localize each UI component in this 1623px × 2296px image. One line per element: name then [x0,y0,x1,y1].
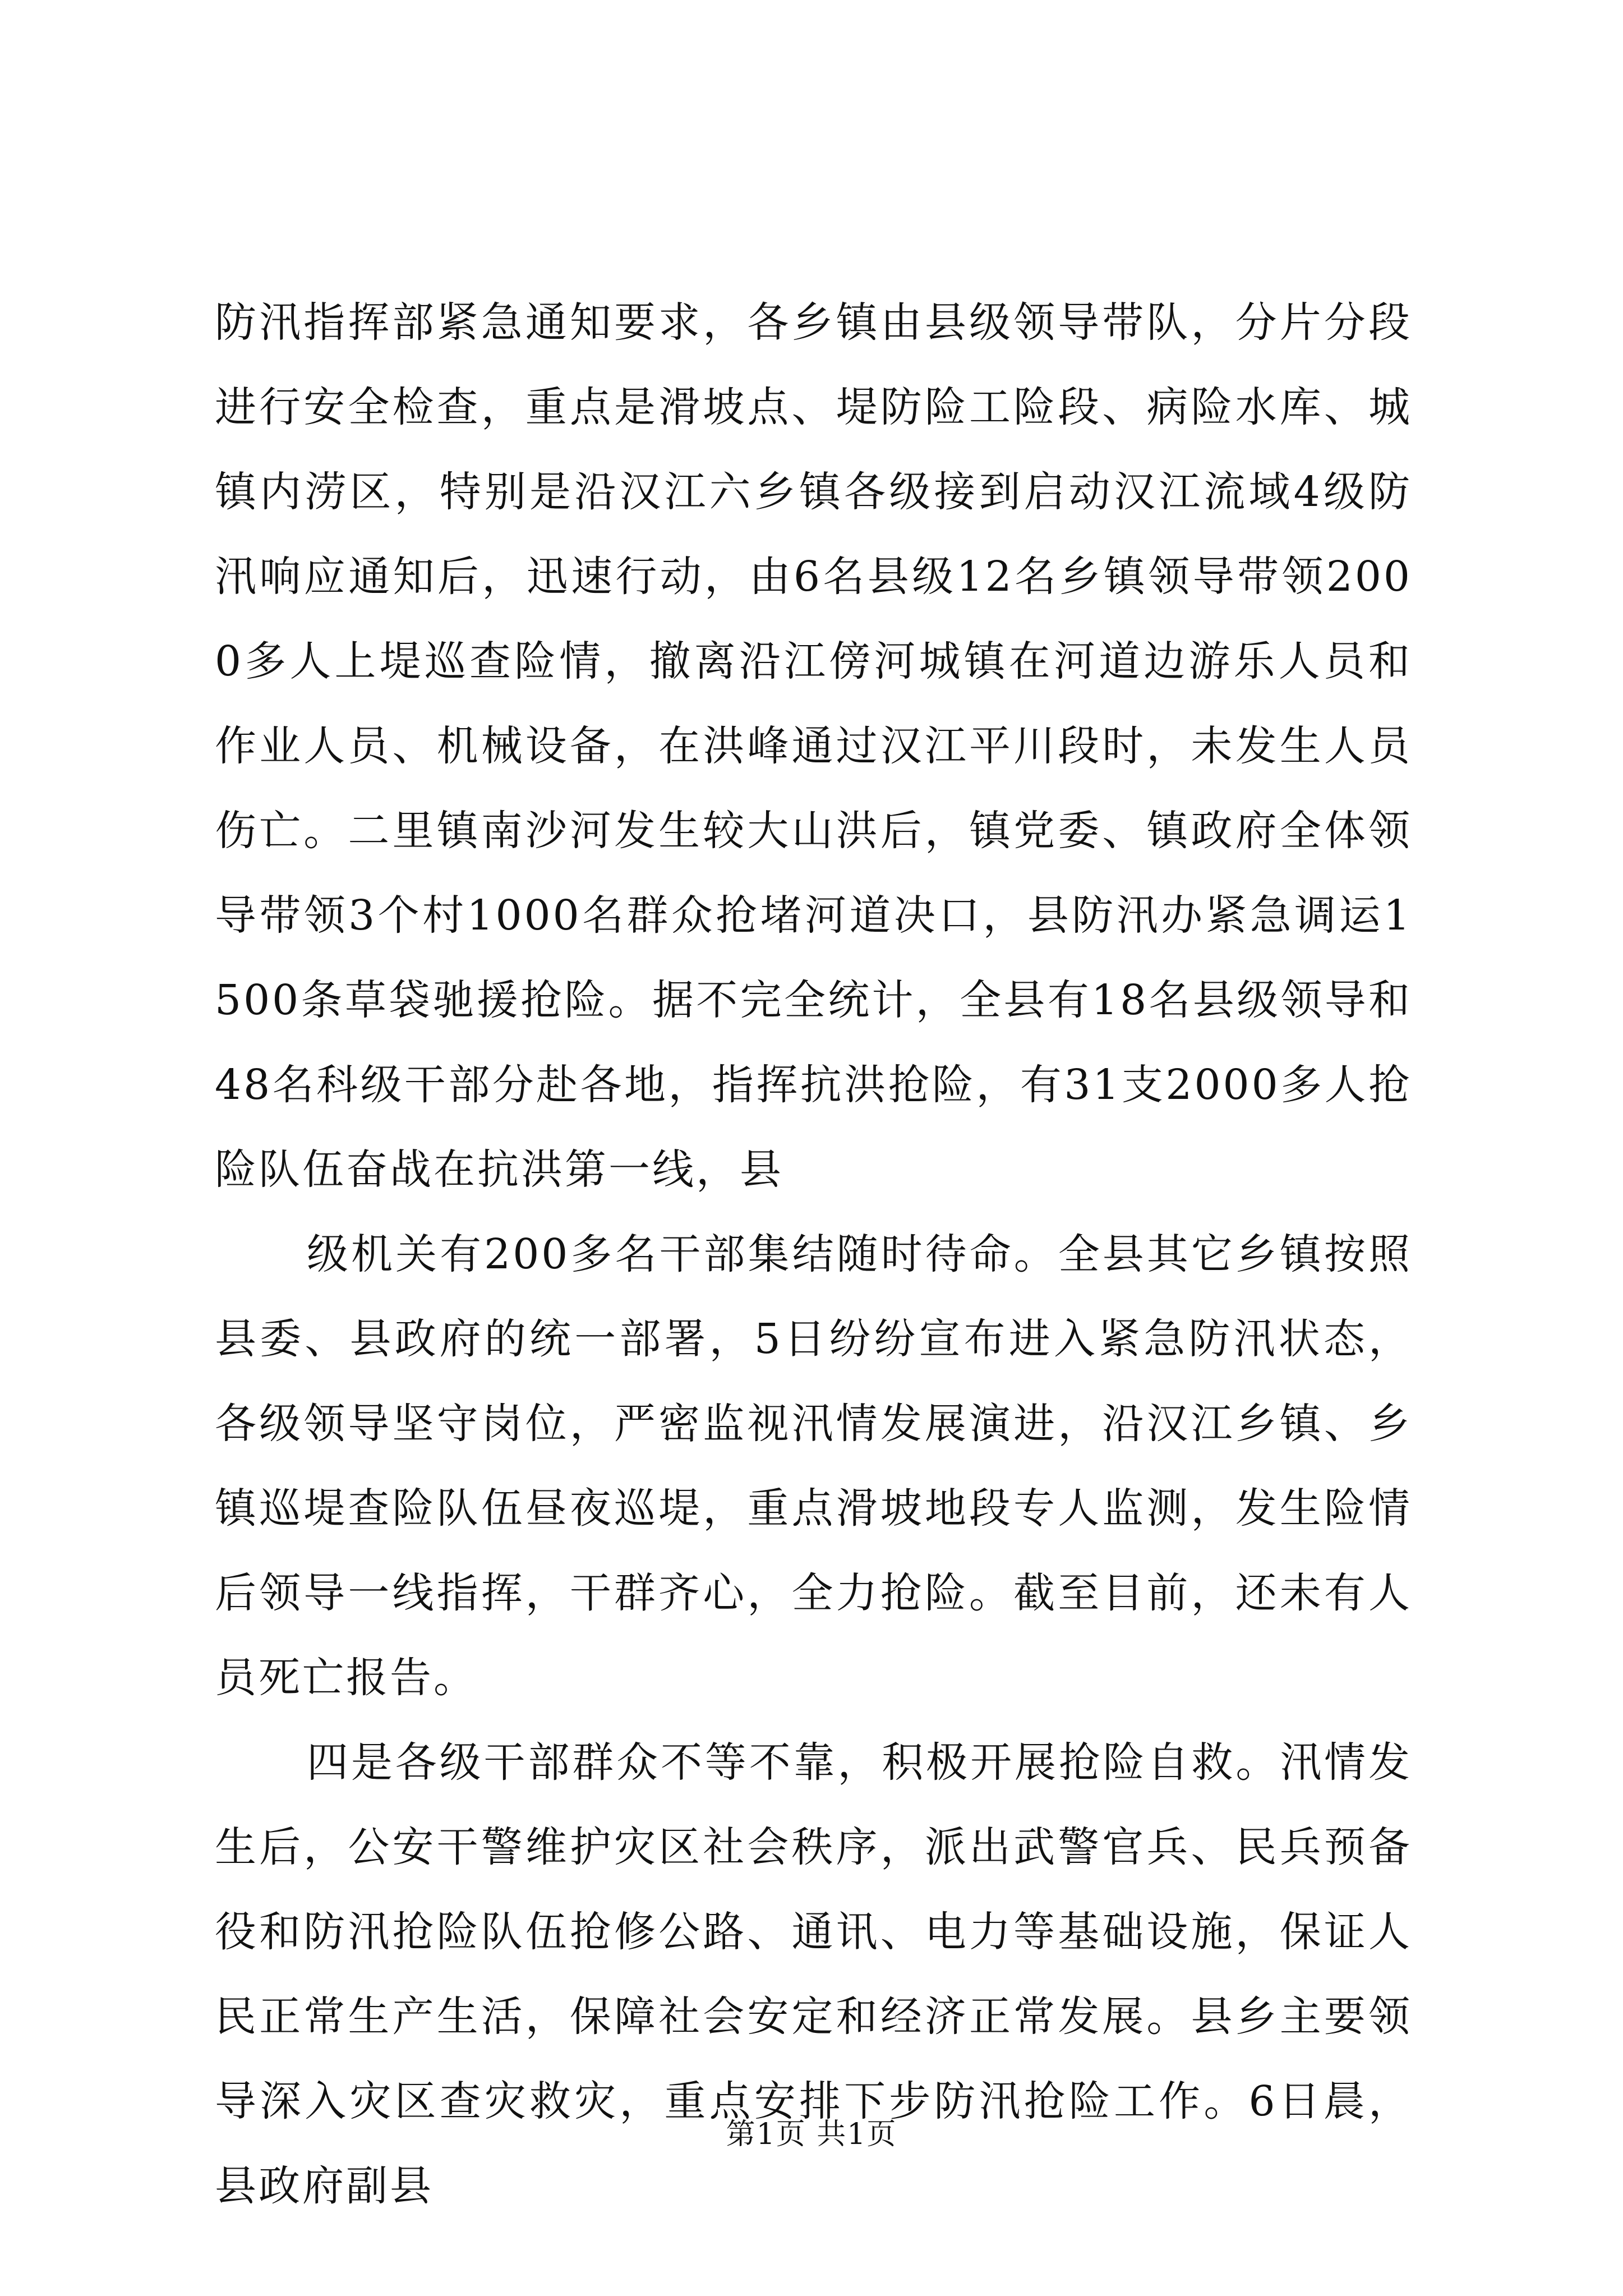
paragraph-1: 防汛指挥部紧急通知要求，各乡镇由县级领导带队，分片分段进行安全检查，重点是滑坡点、堤防险工险段、病险水库、城镇内涝区，特别是沿汉江六乡镇各级接到启动汉江流域4级防汛响应通知后，迅速行动，由6名县级12名乡镇领导带领2000多人上堤巡查险情，撤离沿江傍河城镇在河道边游乐人员和作业人员、机械设备，在洪峰通过汉江平川段时，未发生人员伤亡。二里镇南沙河发生较大山洪后，镇党委、镇政府全体领导带领3个村1000名群众抢堵河道决口，县防汛办紧急调运1500条草袋驰援抢险。据不完全统计，全县有18名县级领导和48名科级干部分赴各地，指挥抗洪抢险，有31支2000多人抢险队伍奋战在抗洪第一线，县 [215,298,1412,1194]
paragraph-3: 四是各级干部群众不等不靠，积极开展抢险自救。汛情发生后，公安干警维护灾区社会秩序，派出武警官兵、民兵预备役和防汛抢险队伍抢修公路、通讯、电力等基础设施，保证人民正常生产生活，保障社会安定和经济正常发展。县乡主要领导深入灾区查灾救灾，重点安排下步防汛抢险工作。6日晨，县政府副县 [215,1738,1412,2210]
paragraph-2: 级机关有200多名干部集结随时待命。全县其它乡镇按照县委、县政府的统一部署，5日纷纷宣布进入紧急防汛状态，各级领导坚守岗位，严密监视汛情发展演进，沿汉江乡镇、乡镇巡堤查险队伍昼夜巡堤，重点滑坡地段专人监测，发生险情后领导一线指挥，干群齐心，全力抢险。截至目前，还未有人员死亡报告。 [215,1230,1412,1702]
page-number-footer: 第1页 共1页 [726,2118,897,2151]
document-body [215,280,1412,2229]
